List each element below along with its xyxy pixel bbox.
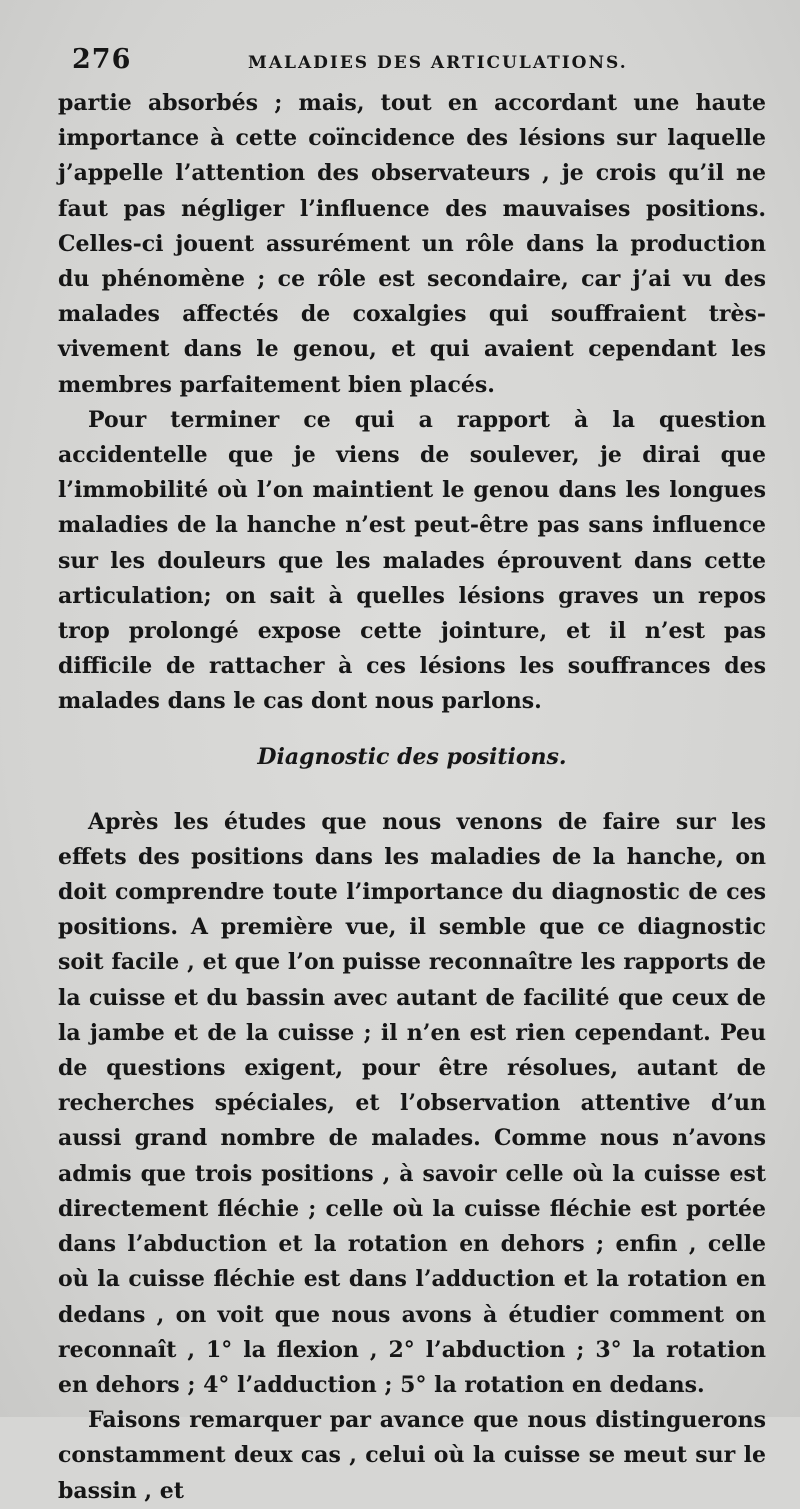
running-title: MALADIES DES ARTICULATIONS. [248, 53, 628, 73]
paragraph: Faisons remarquer par avance que nous distinguerons constamment deux cas , celui où la cuisse se meut sur le bassin , et [58, 1407, 766, 1504]
paragraph: partie absorbés ; mais, tout en accordant une haute importance à cette coïncidence des lésions sur laquelle j’appelle l’attention des observateurs , je crois qu’il ne faut pas négliger l’influence des mauvaises positions. Celles-ci jouent assurément un rôle dans la production du phénomène ; ce rôle est secondaire, car j’ai vu des malades affectés de coxalgies qui souffraient très-vivement dans le genou, et qui avaient cependant les membres parfaitement bien placés. [58, 90, 766, 398]
body-text [58, 86, 766, 1509]
page-number: 276 [72, 44, 132, 75]
paragraph: Pour terminer ce qui a rapport à la question accidentelle que je viens de soulever, je dirai que l’immobilité où l’on maintient le genou dans les longues maladies de la hanche n’est peut-être pas sans influence sur les douleurs que les malades éprouvent dans cette articulation; on sait à quelles lésions graves un repos trop prolongé expose cette jointure, et il n’est pas difficile de rattacher à ces lésions les souffrances des malades dans le cas dont nous parlons. [58, 406, 766, 715]
page-header [72, 44, 740, 80]
paragraph: Après les études que nous venons de faire sur les effets des positions dans les maladies de la hanche, on doit comprendre toute l’importance du diagnostic de ces positions. A première vue, il semble que ce diagnostic soit facile , et que l’on puisse reconnaître les rapports de la cuisse et du bassin avec autant de facilité que ceux de la jambe et de la cuisse ; il n’en est rien cependant. Peu de questions exigent, pour être résolues, autant de recherches spéciales, et l’observation attentive d’un aussi grand nombre de malades. Comme nous n’avons admis que trois positions , à savoir celle où la cuisse est directement fléchie ; celle où la cuisse fléchie est portée dans l’abduction et la rotation en dehors ; enfin , celle où la cuisse fléchie est dans l’adduction et la rotation en dedans , on voit que nous avons à étudier comment on reconnaît , 1° la flexion , 2° l’abduction ; 3° la rotation en dehors ; 4° l’adduction ; 5° la rotation en dedans. [58, 808, 766, 1398]
section-heading: Diagnostic des positions. [257, 743, 567, 770]
